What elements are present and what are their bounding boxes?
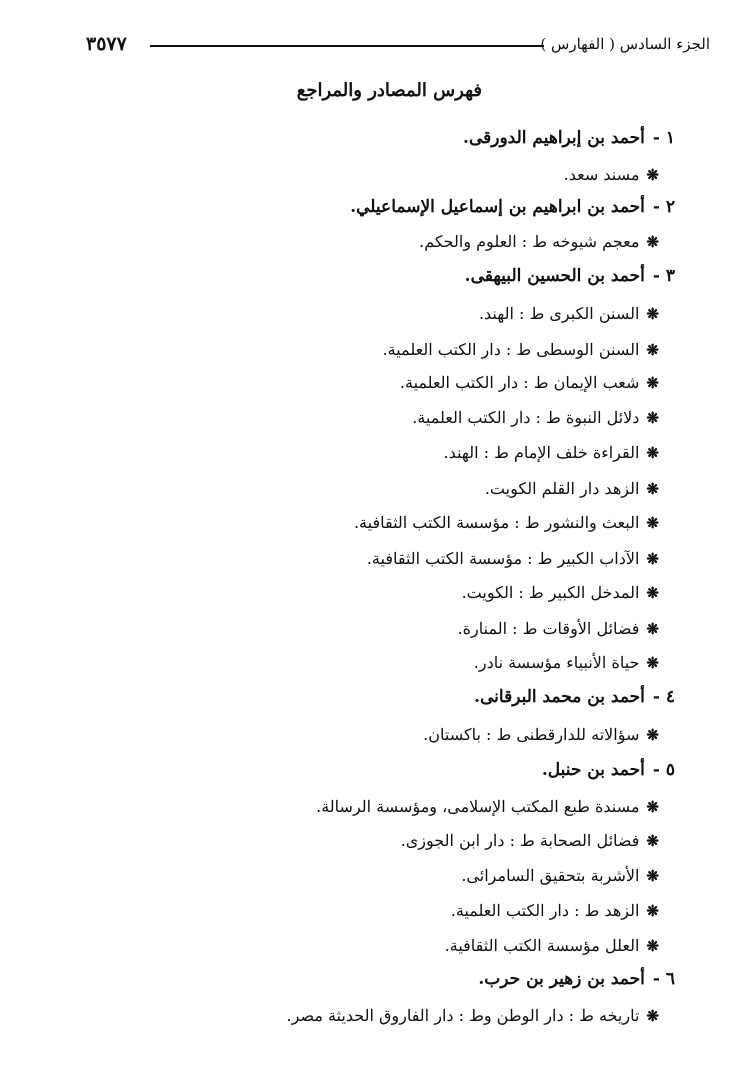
bullet-star-icon: ❋ — [646, 620, 659, 638]
author-entry — [542, 760, 675, 780]
work-title: السنن الوسطى ط : دار الكتب العلمية. — [382, 340, 640, 359]
work-item — [485, 479, 659, 498]
work-item — [423, 725, 659, 744]
bullet-star-icon: ❋ — [646, 514, 659, 532]
work-item — [383, 340, 659, 359]
page-header — [86, 30, 710, 62]
work-item — [479, 304, 659, 323]
work-item — [412, 408, 659, 427]
bullet-star-icon: ❋ — [646, 867, 659, 885]
work-title: حياة الأنبياء مؤسسة نادر. — [473, 653, 640, 672]
entry-number: ٢ - — [652, 197, 675, 217]
author-entry — [465, 266, 675, 286]
bullet-star-icon: ❋ — [646, 233, 659, 251]
bullet-star-icon: ❋ — [646, 584, 659, 602]
work-item — [400, 373, 659, 392]
author-entry — [474, 687, 675, 707]
entry-number: ٥ - — [652, 760, 675, 780]
work-title: السنن الكبرى ط : الهند. — [478, 304, 640, 323]
bullet-star-icon: ❋ — [646, 166, 659, 184]
work-item — [461, 866, 659, 885]
work-title: العلل مؤسسة الكتب الثقافية. — [444, 936, 640, 955]
bullet-star-icon: ❋ — [646, 480, 659, 498]
work-item — [419, 232, 659, 251]
work-title: مسند سعد. — [563, 165, 640, 184]
author-entry — [350, 197, 675, 217]
work-title: مسندة طبع المكتب الإسلامى، ومؤسسة الرسالة. — [316, 797, 640, 816]
bullet-star-icon: ❋ — [646, 902, 659, 920]
work-item — [367, 549, 659, 568]
bullet-star-icon: ❋ — [646, 832, 659, 850]
page-number: ٣٥٧٧ — [86, 33, 127, 55]
author-name: أحمد بن زهير بن حرب. — [478, 969, 645, 989]
work-title: الزهد ط : دار الكتب العلمية. — [450, 901, 640, 920]
work-item — [564, 165, 659, 184]
work-title: سؤالاته للدارقطنى ط : باكستان. — [423, 725, 640, 744]
entry-number: ٦ - — [652, 969, 675, 989]
header-rule — [150, 45, 544, 47]
work-item — [451, 901, 659, 920]
bullet-star-icon: ❋ — [646, 444, 659, 462]
bullet-star-icon: ❋ — [646, 341, 659, 359]
entry-number: ٣ - — [652, 266, 675, 286]
author-name: أحمد بن الحسين البيهقى. — [464, 266, 645, 286]
bullet-star-icon: ❋ — [646, 937, 659, 955]
bullet-star-icon: ❋ — [646, 374, 659, 392]
entry-number: ١ - — [652, 128, 675, 148]
work-item — [445, 936, 659, 955]
work-title: فضائل الصحابة ط : دار ابن الجوزى. — [400, 831, 640, 850]
work-title: القراءة خلف الإمام ط : الهند. — [443, 443, 640, 462]
work-title: دلائل النبوة ط : دار الكتب العلمية. — [412, 408, 640, 427]
running-header-title: الجزء السادس ( الفهارس ) — [540, 35, 710, 53]
work-item — [474, 653, 659, 672]
work-title: تاريخه ط : دار الوطن وط : دار الفاروق الحديثة مصر. — [286, 1006, 640, 1025]
bullet-star-icon: ❋ — [646, 726, 659, 744]
work-item — [401, 831, 659, 850]
entry-number: ٤ - — [652, 687, 675, 707]
page-title: فهرس المصادر والمراجع — [296, 80, 482, 101]
author-name: أحمد بن ابراهيم بن إسماعيل الإسماعيلي. — [350, 197, 645, 217]
bullet-star-icon: ❋ — [646, 305, 659, 323]
bullet-star-icon: ❋ — [646, 1007, 659, 1025]
author-entry — [463, 128, 675, 148]
work-title: المدخل الكبير ط : الكويت. — [461, 583, 640, 602]
work-title: الزهد دار القلم الكويت. — [484, 479, 640, 498]
work-item — [458, 619, 659, 638]
work-title: الأشربة بتحقيق السامرائى. — [461, 866, 640, 885]
work-title: معجم شيوخه ط : العلوم والحكم. — [419, 232, 640, 251]
bullet-star-icon: ❋ — [646, 654, 659, 672]
work-title: الآداب الكبير ط : مؤسسة الكتب الثقافية. — [366, 549, 640, 568]
work-title: فضائل الأوقات ط : المنارة. — [457, 619, 640, 638]
author-name: أحمد بن محمد البرقانى. — [474, 687, 645, 707]
work-item — [287, 1006, 659, 1025]
bullet-star-icon: ❋ — [646, 550, 659, 568]
author-entry — [478, 969, 675, 989]
work-item — [354, 513, 659, 532]
work-title: شعب الإيمان ط : دار الكتب العلمية. — [399, 373, 640, 392]
bullet-star-icon: ❋ — [646, 409, 659, 427]
work-title: البعث والنشور ط : مؤسسة الكتب الثقافية. — [353, 513, 640, 532]
work-item — [316, 797, 659, 816]
work-item — [462, 583, 659, 602]
author-name: أحمد بن حنبل. — [541, 760, 645, 780]
work-item — [444, 443, 659, 462]
author-name: أحمد بن إبراهيم الدورقى. — [463, 128, 645, 148]
bullet-star-icon: ❋ — [646, 798, 659, 816]
